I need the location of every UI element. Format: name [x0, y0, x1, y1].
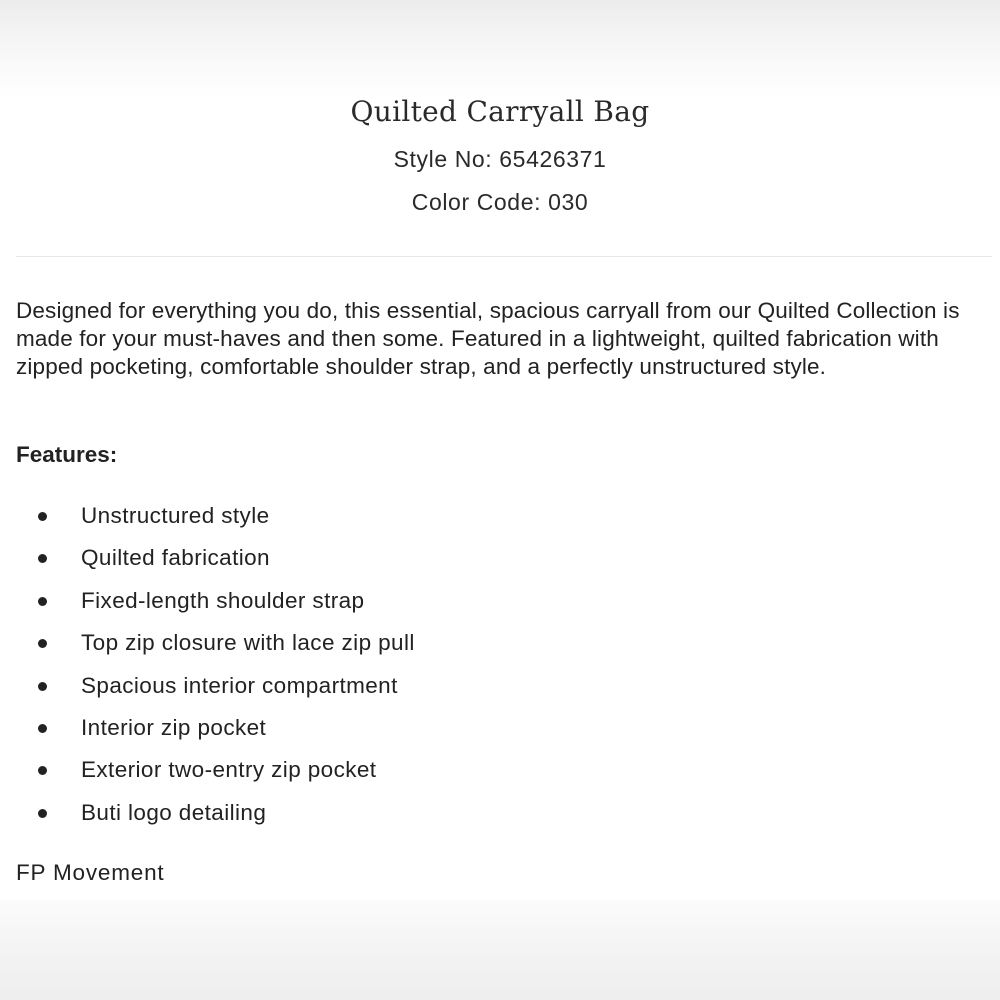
product-header — [0, 92, 1000, 224]
features-heading: Features: — [16, 442, 118, 467]
bullet-icon — [38, 512, 47, 521]
feature-label: Top zip closure with lace zip pull — [81, 630, 415, 656]
style-number: Style No: 65426371 — [393, 146, 607, 172]
bullet-icon — [38, 554, 47, 563]
color-code: Color Code: 030 — [411, 189, 589, 215]
product-title: Quilted Carryall Bag — [350, 95, 650, 128]
feature-label: Unstructured style — [81, 503, 270, 528]
bullet-icon — [38, 809, 47, 818]
bullet-icon — [38, 682, 47, 691]
header-divider — [16, 256, 992, 257]
top-background-fade — [0, 0, 1000, 100]
feature-label: Interior zip pocket — [81, 714, 267, 740]
bottom-background-fade — [0, 900, 1000, 1000]
feature-label: Buti logo detailing — [81, 799, 267, 825]
feature-label: Fixed-length shoulder strap — [81, 587, 365, 613]
bullet-icon — [38, 766, 47, 775]
feature-label: Quilted fabrication — [81, 545, 270, 571]
feature-label: Exterior two-entry zip pocket — [81, 757, 377, 783]
brand-name: FP Movement — [16, 860, 165, 885]
bullet-icon — [38, 639, 47, 648]
product-description: Designed for everything you do, this essential, spacious carryall from our Quilted Collection is made for your must-haves and then some. Featured in a lightweight, quilted fabrication with zipped pocketing, comfortable shoulder strap, and a perfectly unstructured style. — [16, 298, 960, 379]
feature-label: Spacious interior compartment — [81, 672, 398, 698]
bullet-icon — [38, 597, 47, 606]
bullet-icon — [38, 724, 47, 733]
